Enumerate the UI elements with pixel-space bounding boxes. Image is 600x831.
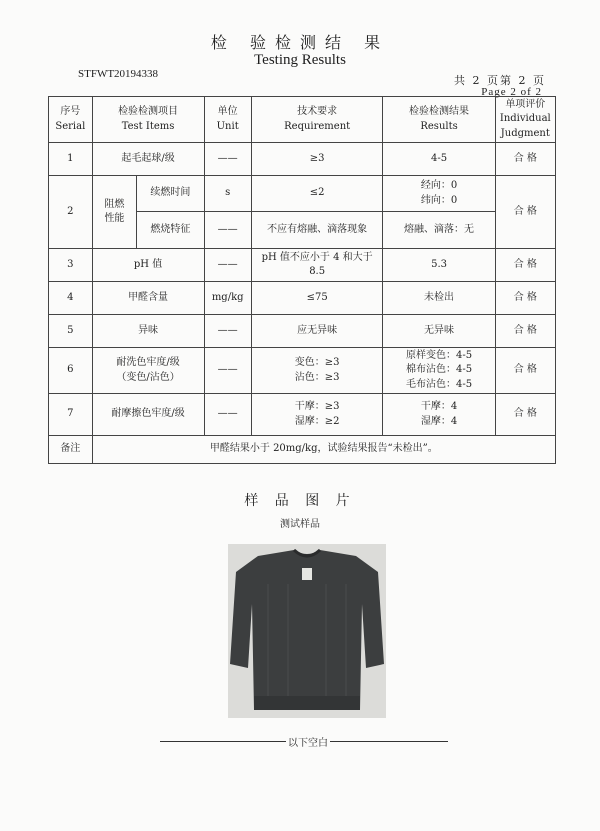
- cell-unit: ——: [204, 212, 251, 249]
- header-results: 检验检测结果 Results: [383, 97, 495, 143]
- cell-serial: 5: [49, 315, 93, 348]
- cell-item: 燃烧特征: [137, 212, 204, 249]
- table-row: [49, 176, 556, 212]
- cell-unit: mg/kg: [204, 282, 251, 315]
- table-row: [49, 249, 556, 282]
- cell-unit: ——: [204, 394, 251, 436]
- cell-requirement: 干摩：≥3 湿摩：≥2: [251, 394, 383, 436]
- cell-item: 异味: [92, 315, 204, 348]
- sample-caption: 测试样品: [280, 519, 320, 530]
- table-remark-row: [49, 436, 556, 464]
- cell-serial: 2: [49, 176, 93, 249]
- header-unit: 单位 Unit: [204, 97, 251, 143]
- report-number: STFWT20194338: [78, 68, 159, 80]
- title-cn: 检 验检测结 果: [210, 33, 390, 52]
- sweater-image: [228, 544, 386, 718]
- remark-label: 备注: [49, 436, 93, 464]
- cell-serial: 7: [49, 394, 93, 436]
- cell-item: pH 值: [92, 249, 204, 282]
- cell-requirement: pH 值不应小于 4 和大于 8.5: [251, 249, 383, 282]
- sample-section-title: 样 品 图 片: [244, 493, 356, 509]
- cell-judgment: 合 格: [495, 249, 555, 282]
- cell-judgment: 合 格: [495, 348, 555, 394]
- cell-requirement: 变色：≥3 沾色：≥3: [251, 348, 383, 394]
- cell-serial: 3: [49, 249, 93, 282]
- cell-serial: 4: [49, 282, 93, 315]
- page-indicator-en: Page 2 of 2: [481, 86, 542, 98]
- table-row: [49, 348, 556, 394]
- cell-requirement: ≥3: [251, 143, 383, 176]
- cell-requirement: 不应有熔融、滴落现象: [251, 212, 383, 249]
- table-row: [49, 315, 556, 348]
- cell-unit: ——: [204, 143, 251, 176]
- cell-result: 经向：0 纬向：0: [383, 176, 495, 212]
- cell-judgment: 合 格: [495, 315, 555, 348]
- cell-judgment: 合 格: [495, 176, 555, 249]
- cell-result: 4-5: [383, 143, 495, 176]
- cell-result: 无异味: [383, 315, 495, 348]
- cell-requirement: ≤75: [251, 282, 383, 315]
- cell-item: 起毛起球/级: [92, 143, 204, 176]
- header-requirement: 技术要求 Requirement: [251, 97, 383, 143]
- cell-item-group: 阻燃 性能: [92, 176, 137, 249]
- cell-unit: ——: [204, 348, 251, 394]
- sample-photo: [228, 544, 386, 718]
- cell-serial: 6: [49, 348, 93, 394]
- results-table: [48, 96, 556, 464]
- end-line-left: [160, 741, 286, 742]
- cell-judgment: 合 格: [495, 282, 555, 315]
- cell-result: 原样变色：4-5 棉布沾色：4-5 毛布沾色：4-5: [383, 348, 495, 394]
- cell-result: 未检出: [383, 282, 495, 315]
- cell-requirement: ≤2: [251, 176, 383, 212]
- cell-result: 5.3: [383, 249, 495, 282]
- cell-result: 干摩：4 湿摩：4: [383, 394, 495, 436]
- header-judgment: 单项评价 Individual Judgment: [495, 97, 555, 143]
- remark-text: 甲醛结果小于 20mg/kg，试验结果报告“未检出”。: [92, 436, 555, 464]
- cell-item: 耐洗色牢度/级 （变色/沾色）: [92, 348, 204, 394]
- cell-judgment: 合 格: [495, 394, 555, 436]
- header-serial: 序号 Serial: [49, 97, 93, 143]
- page-indicator-cn: 共 2 页第 2 页: [454, 74, 546, 87]
- cell-item: 耐摩擦色牢度/级: [92, 394, 204, 436]
- cell-judgment: 合 格: [495, 143, 555, 176]
- cell-result: 熔融、滴落：无: [383, 212, 495, 249]
- cell-item: 甲醛含量: [92, 282, 204, 315]
- end-mark: 以下空白: [288, 738, 328, 749]
- table-row: [49, 282, 556, 315]
- header-items: 检验检测项目 Test Items: [92, 97, 204, 143]
- table-row: [49, 394, 556, 436]
- cell-requirement: 应无异味: [251, 315, 383, 348]
- cell-unit: ——: [204, 249, 251, 282]
- title-en: Testing Results: [254, 52, 346, 68]
- table-header-row: [49, 97, 556, 143]
- end-line-right: [330, 741, 448, 742]
- cell-unit: ——: [204, 315, 251, 348]
- cell-serial: 1: [49, 143, 93, 176]
- table-row: [49, 143, 556, 176]
- cell-unit: s: [204, 176, 251, 212]
- cell-item: 续燃时间: [137, 176, 204, 212]
